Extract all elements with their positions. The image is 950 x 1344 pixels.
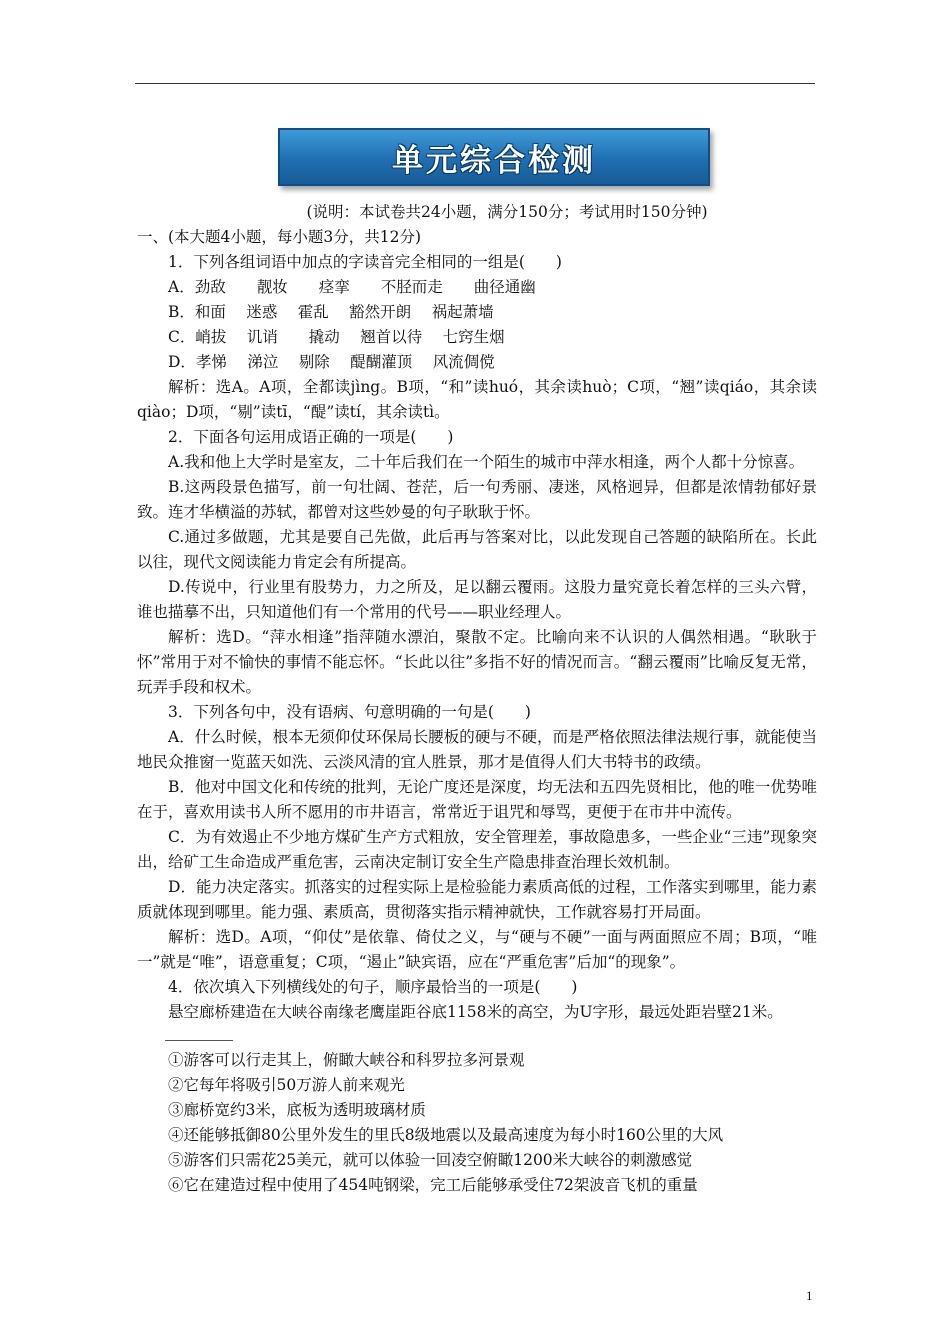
- question-2-analysis: 解析：选D。“萍水相逢”指萍随水漂泊，聚散不定。比喻向来不认识的人偶然相遇。“耿耿于怀”常用于对不愉快的事情不能忘怀。“长此以往”多指不好的情况而言。“翻云覆雨”比喻反复无常，玩弄手段和权术。: [137, 628, 817, 696]
- page-title: 单元综合检测: [392, 142, 596, 179]
- question-2-option-b: B.这两段景色描写，前一句壮阔、苍茫，后一句秀丽、凄迷，风格迥异，但都是浓情勃郁好景致。连才华横溢的苏轼，都曾对这些妙曼的句子耿耿于怀。: [137, 478, 817, 521]
- question-1-option-a: A．劲敌 靓妆 痉挛 不胫而走 曲径通幽: [168, 278, 536, 296]
- exam-body: [137, 200, 817, 1025]
- title-banner: [278, 128, 710, 186]
- question-3-option-a: A．什么时候，根本无须仰仗环保局长腰板的硬与不硬，而是严格依照法律法规行事，就能使当地民众推窗一览蓝天如洗、云淡风清的宜人胜景，那才是值得人们大书特书的政绩。: [137, 728, 817, 771]
- question-2-stem: 2．下面各句运用成语正确的一项是( ): [168, 428, 454, 446]
- question-1-option-c: C．峭拔 讥诮 撬动 翘首以待 七窍生烟: [168, 328, 505, 346]
- header-rule: [135, 83, 815, 84]
- question-3-option-b: B．他对中国文化和传统的批判，无论广度还是深度，均无法和五四先贤相比，他的唯一优势唯在于，喜欢用读书人所不愿用的市井语言，常常近于诅咒和辱骂，更便于在市井中流传。: [137, 778, 817, 821]
- answer-blank-line: [165, 1040, 233, 1041]
- section-heading: 一、(本大题4小题，每小题3分，共12分): [137, 228, 422, 246]
- question-4-stem: 4．依次填入下列横线处的句子，顺序最恰当的一项是( ): [168, 978, 578, 996]
- question-2-option-c: C.通过多做题，尤其是要自己先做，此后再与答案对比，以此发现自己答题的缺陷所在。长此以往，现代文阅读能力肯定会有所提高。: [137, 528, 817, 571]
- question-4-item-1: ①游客可以行走其上，俯瞰大峡谷和科罗拉多河景观: [168, 1051, 525, 1069]
- question-4-item-list: [168, 1048, 723, 1198]
- question-1-option-d: D．孝悌 涕泣 剔除 醍醐灌顶 风流倜傥: [168, 353, 495, 371]
- question-4-item-6: ⑥它在建造过程中使用了454吨钢梁，完工后能够承受住72架波音飞机的重量: [168, 1176, 698, 1194]
- question-4-item-2: ②它每年将吸引50万游人前来观光: [168, 1076, 405, 1094]
- question-3-option-c: C．为有效遏止不少地方煤矿生产方式粗放，安全管理差，事故隐患多，一些企业“三违”现象突出，给矿工生命造成严重危害，云南决定制订安全生产隐患排查治理长效机制。: [137, 828, 817, 871]
- question-4-item-4: ④还能够抵御80公里外发生的里氏8级地震以及最高速度为每小时160公里的大风: [168, 1126, 724, 1144]
- page-number: 1: [806, 1288, 813, 1303]
- question-1-option-b: B．和面 迷惑 霍乱 豁然开朗 祸起萧墙: [168, 303, 494, 321]
- question-3-stem: 3．下列各句中，没有语病、句意明确的一句是( ): [168, 703, 531, 721]
- question-1-analysis: 解析：选A。A项，全都读jìng。B项，“和”读huó，其余读huò；C项，“翘”读qiáo，其余读qiào；D项，“剔”读tī，“醍”读tí，其余读tì。: [137, 378, 817, 421]
- question-4-item-3: ③廊桥宽约3米，底板为透明玻璃材质: [168, 1101, 426, 1119]
- question-2-option-a: A.我和他上大学时是室友，二十年后我们在一个陌生的城市中萍水相逢，两个人都十分惊喜。: [168, 453, 805, 471]
- question-3-analysis: 解析：选D。A项，“仰仗”是依靠、倚仗之义，与“硬与不硬”一面与两面照应不周；B项，“唯一”就是“唯”，语意重复；C项，“遏止”缺宾语，应在“严重危害”后加“的现象”。: [137, 928, 817, 971]
- exam-instructions: (说明：本试卷共24小题，满分150分；考试用时150分钟): [306, 203, 708, 221]
- question-1-stem: 1．下列各组词语中加点的字读音完全相同的一组是( ): [168, 253, 562, 271]
- question-2-option-d: D.传说中，行业里有股势力，力之所及，足以翻云覆雨。这股力量究竟长着怎样的三头六臂，谁也描摹不出，只知道他们有一个常用的代号——职业经理人。: [137, 578, 817, 621]
- question-3-option-d: D．能力决定落实。抓落实的过程实际上是检验能力素质高低的过程，工作落实到哪里，能力素质就体现到哪里。能力强、素质高，贯彻落实指示精神就快，工作就容易打开局面。: [137, 878, 817, 921]
- question-4-item-5: ⑤游客们只需花25美元，就可以体验一回凌空俯瞰1200米大峡谷的刺激感觉: [168, 1151, 693, 1169]
- question-4-passage: 悬空廊桥建造在大峡谷南缘老鹰崖距谷底1158米的高空，为U字形，最远处距岩壁21米。: [168, 1003, 783, 1021]
